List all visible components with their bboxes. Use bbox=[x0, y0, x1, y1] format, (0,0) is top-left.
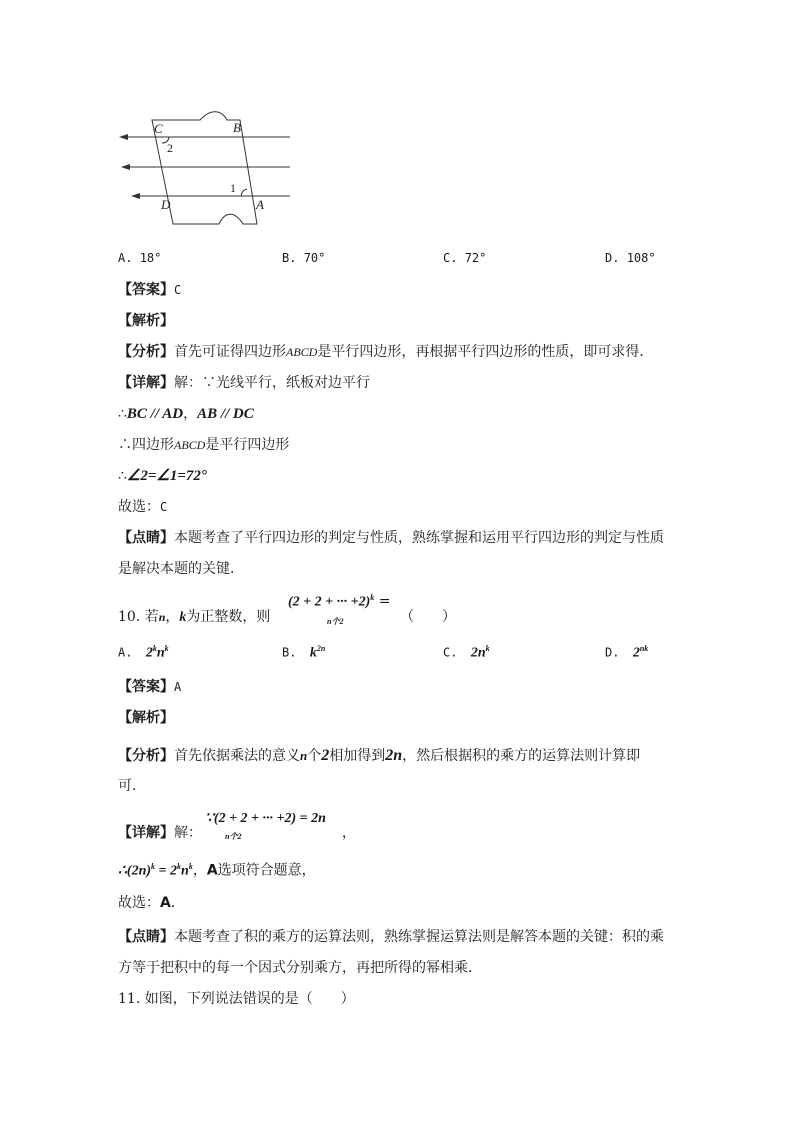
q11-stem: 11. 如图，下列说法错误的是（ ） bbox=[118, 991, 355, 1007]
label-a: A bbox=[256, 197, 264, 212]
q9-comment-line-2: 是解决本题的关键． bbox=[118, 561, 244, 577]
q10-detail-line-2: $\therefore(2n)^k = 2^kn^k$，A选项符合题意， bbox=[118, 862, 316, 879]
q9-choose: 故选：C bbox=[118, 499, 168, 515]
q10-analysis-tag: 【解析】 bbox=[118, 710, 174, 726]
q9-option-b: B. 70° bbox=[282, 251, 326, 265]
q9-comment-line-1: 【点睛】本题考查了平行四边形的判定与性质，熟练掌握和运用平行四边形的判定与性质 bbox=[118, 530, 664, 546]
q9-option-c: C. 72° bbox=[443, 251, 487, 265]
q9-detail: 【详解】解：∵光线平行，纸板对边平行 bbox=[118, 375, 370, 391]
q10-fenxi-line-1: 【分析】首先依据乘法的意义n个2相加得到2n，然后根据积的乘方的运算法则计算即 bbox=[118, 747, 641, 764]
q10-comment-line-1: 【点睛】本题考查了积的乘方的运算法则，熟练掌握运算法则是解答本题的关键：积的乘 bbox=[118, 929, 664, 945]
q9-line-parallelogram: ∴四边形ABCD是平行四边形 bbox=[118, 437, 290, 453]
q10-option-c: C. $2n^k$ bbox=[443, 644, 490, 661]
q9-option-d: D. 108° bbox=[605, 251, 656, 265]
q9-line-angle: ∴∠2=∠1=72° bbox=[118, 468, 207, 484]
q10-answer: 【答案】A bbox=[118, 679, 182, 695]
q10-choose: 故选：A． bbox=[118, 895, 185, 911]
q10-detail: 【详解】解： bbox=[118, 825, 202, 841]
q10-detail-comma: ， bbox=[342, 825, 356, 841]
q10-expression: (2 + 2 + ··· +2)$^k$ = bbox=[288, 593, 391, 610]
q10-detail-expression: ∵(2 + 2 + ··· +2) = 2n bbox=[205, 811, 326, 826]
label-b: B bbox=[233, 120, 241, 135]
q10-fenxi-line-2: 可． bbox=[118, 778, 146, 794]
parallelogram-light-figure bbox=[115, 105, 305, 225]
label-angle-2: 2 bbox=[167, 141, 173, 155]
q10-blank: （ ） bbox=[400, 609, 456, 625]
label-angle-1: 1 bbox=[230, 181, 236, 195]
q10-detail-underbrace-label: n个2 bbox=[225, 832, 242, 841]
q10-comment-line-2: 方等于把积中的每一个因式分别乘方，再把所得的幂相乘． bbox=[118, 960, 482, 976]
q9-line-parallel: ∴BC // AD，AB // DC bbox=[118, 406, 254, 422]
q9-fenxi: 【分析】首先可证得四边形ABCD是平行四边形，再根据平行四边形的性质，即可求得． bbox=[118, 344, 654, 360]
q10-option-d: D. $2^{nk}$ bbox=[605, 644, 649, 661]
label-d: D bbox=[161, 197, 171, 212]
q9-answer: 【答案】C bbox=[118, 282, 182, 298]
label-c: C bbox=[154, 121, 163, 136]
q10-stem: 10. 若n，k为正整数，则 bbox=[118, 609, 271, 625]
q10-underbrace-label: n个2 bbox=[327, 617, 344, 626]
q9-analysis-tag: 【解析】 bbox=[118, 313, 174, 329]
q9-option-a: A. 18° bbox=[118, 251, 162, 265]
q10-option-b: B. $k^{2n}$ bbox=[282, 644, 326, 661]
q10-option-a: A. $2^kn^k$ bbox=[118, 644, 169, 661]
